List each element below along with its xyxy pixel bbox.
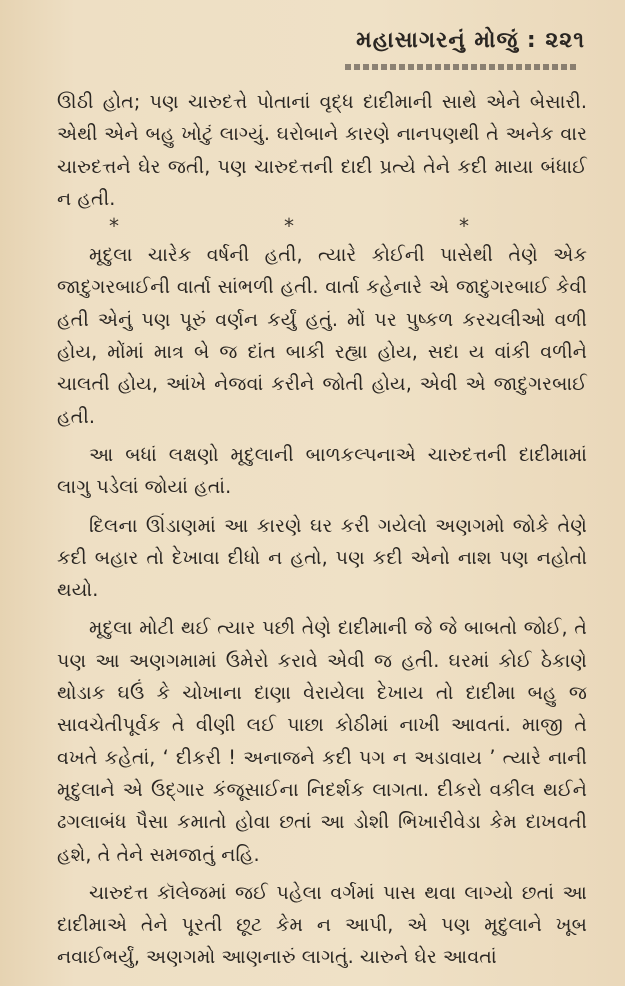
section-separator — [109, 215, 469, 237]
separator-star: * — [284, 214, 294, 239]
paragraph-6: ચારુદત્ત કૉલેજમાં જઈ પહેલા વર્ગમાં પાસ થવા લાગ્યો છતાં આ દાદીમાએ તેને પૂરતી છૂટ કેમ ન આપી, એ પણ મૃદુલાને ખૂબ નવાઈભર્યું, અણગમો આણનારું લાગતું. ચારુને ઘેર આવતાં — [57, 880, 587, 969]
running-header: મહાસાગરનું મોજું : ૨૨૧ — [356, 28, 585, 53]
separator-star: * — [459, 214, 469, 239]
body-text — [57, 86, 587, 974]
paragraph-3: આ બધાં લક્ષણો મૃદુલાની બાળકલ્પનાએ ચારુદત્તની દાદીમામાં લાગુ પડેલાં જોયાં હતાં. — [57, 442, 587, 499]
header-underline — [345, 64, 577, 70]
paragraph-1: ઊઠી હોત; પણ ચારુદત્તે પોતાનાં વૃદ્ધ દાદીમાની સાથે એને બેસારી. એથી એને બહુ ખોટું લાગ્યું. ઘરોબાને કારણે નાનપણથી તે અનેક વાર ચારુદત્તને ઘેર જતી, પણ ચારુદત્તની દાદી પ્રત્યે તેને કદી માયા બંધાઈ ન હતી. — [57, 90, 587, 210]
paragraph-5: મૃદુલા મોટી થઈ ત્યાર પછી તેણે દાદીમાની જે જે બાબતો જોઈ, તે પણ આ અણગમામાં ઉમેરો કરાવે એવી જ હતી. ઘરમાં કોઈ ઠેકાણે થોડાક ઘઉં કે ચોખાના દાણા વેરાયેલા દેખાય તો દાદીમા બહુ જ સાવચેતીપૂર્વક તે વીણી લઈ પાછા કોઠીમાં નાખી આવતાં. માજી તે વખતે કહેતાં, ‘ દીકરી ! અનાજને કદી પગ ન અડાવાય ’ ત્યારે નાની મૃદુલાને એ ઉદ્ગાર કંજૂસાઈના નિદર્શક લાગતા. દીકરો વકીલ થઈને ઢગલાબંધ પૈસા કમાતો હોવા છતાં આ ડોશી ભિખારીવેડા કેમ દાખવતી હશે, તે તેને સમજાતું નહિ. — [57, 616, 587, 866]
paragraph-2: મૃદુલા ચારેક વર્ષની હતી, ત્યારે કોઈની પાસેથી તેણે એક જાદુગરબાઈની વાર્તા સાંભળી હતી. વાર્તા કહેનારે એ જાદુગરબાઈ કેવી હતી એનું પણ પૂરું વર્ણન કર્યું હતું. મોં પર પુષ્કળ કરચલીઓ વળી હોય, મોંમાં માત્ર બે જ દાંત બાકી રહ્યા હોય, સદા ય વાંકી વળીને ચાલતી હોય, આંખે નેજવાં કરીને જોતી હોય, એવી એ જાદુગરબાઈ હતી. — [57, 243, 587, 428]
paragraph-4: દિલના ઊંડાણમાં આ કારણે ઘર કરી ગયેલો અણગમો જોકે તેણે કદી બહાર તો દેખાવા દીધો ન હતો, પણ કદી એનો નાશ પણ નહોતો થયો. — [57, 513, 587, 602]
separator-star: * — [109, 214, 119, 239]
